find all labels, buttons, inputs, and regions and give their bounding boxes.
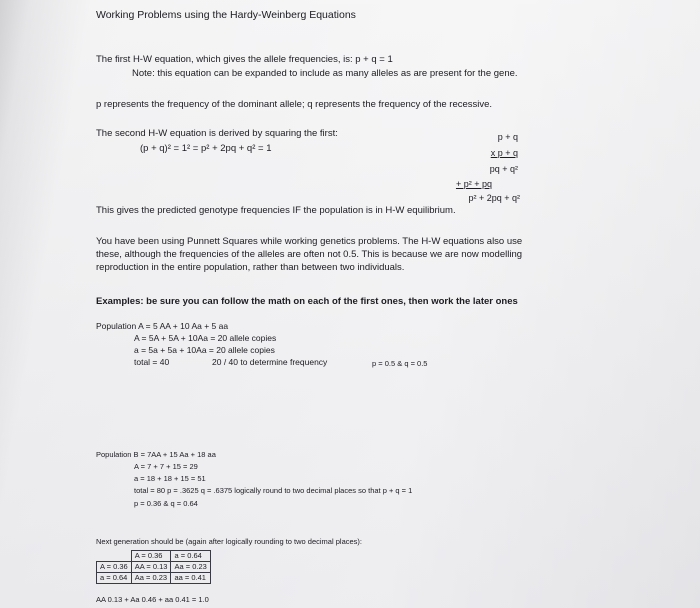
second-equation-formula: (p + q)² = 1² = p² + 2pq + q² = 1	[140, 143, 272, 154]
examples-heading: Examples: be sure you can follow the math on each of the first ones, then work the later ones	[96, 296, 518, 307]
pop-a-line-3: a = 5a + 5a + 10Aa = 20 allele copies	[134, 345, 275, 355]
table-row	[97, 573, 211, 584]
table-cell: aa = 0.41	[171, 573, 210, 584]
represents-line: p represents the frequency of the dominant allele; q represents the frequency of the recessive.	[96, 99, 493, 110]
page-title: Working Problems using the Hardy-Weinberg Equations	[96, 9, 356, 21]
table-header-cell: A = 0.36	[131, 551, 171, 562]
next-generation-heading: Next generation should be (again after logically rounding to two decimal places):	[96, 537, 362, 546]
punnett-line-1: You have been using Punnett Squares while working genetics problems. The H-W equations also use	[96, 236, 523, 247]
work-line-4: + p² + pq	[455, 179, 492, 189]
pop-b-line-3: a = 18 + 18 + 15 = 51	[134, 474, 206, 483]
pop-a-total: total = 40	[134, 357, 170, 367]
pop-b-line-2: A = 7 + 7 + 15 = 29	[134, 462, 198, 471]
work-line-1: p + q	[497, 132, 518, 142]
next-generation-summary: AA 0.13 + Aa 0.46 + aa 0.41 = 1.0	[96, 595, 209, 604]
pop-a-determine: 20 / 40 to determine frequency	[212, 357, 328, 367]
pop-b-total: total = 80 p = .3625 q = .6375 logically round to two decimal places so that p + q = 1	[134, 486, 413, 495]
pop-b-line-1: Population B = 7AA + 15 Aa + 18 aa	[96, 450, 216, 459]
punnett-line-2: these, although the frequencies of the alleles are often not 0.5. This is because we are now modelling	[96, 249, 523, 260]
table-row-label: a = 0.64	[97, 573, 132, 584]
table-cell: Aa = 0.23	[171, 562, 210, 573]
table-header-cell: a = 0.64	[171, 551, 210, 562]
pop-a-result: p = 0.5 & q = 0.5	[372, 359, 428, 368]
work-line-2: x p + q	[490, 148, 518, 158]
first-equation-note: Note: this equation can be expanded to include as many alleles as are present for the gene.	[132, 68, 518, 79]
punnett-line-3: reproduction in the entire population, rather than between two individuals.	[96, 262, 405, 273]
work-line-3: pq + q²	[489, 164, 518, 174]
table-corner	[97, 551, 132, 562]
table-cell: AA = 0.13	[131, 562, 171, 573]
table-cell: Aa = 0.23	[131, 573, 171, 584]
work-line-5: p² + 2pq + q²	[468, 193, 520, 203]
table-row-label: A = 0.36	[97, 562, 132, 573]
second-equation-line: The second H-W equation is derived by squaring the first:	[96, 128, 338, 139]
table-row	[97, 562, 211, 573]
pop-a-line-1: Population A = 5 AA + 10 Aa + 5 aa	[96, 321, 229, 331]
next-generation-punnett-table	[96, 550, 211, 584]
table-header-row	[97, 551, 211, 562]
first-equation-line: The first H-W equation, which gives the allele frequencies, is: p + q = 1	[96, 54, 393, 65]
pop-b-result: p = 0.36 & q = 0.64	[134, 499, 198, 508]
pop-a-line-2: A = 5A + 5A + 10Aa = 20 allele copies	[134, 333, 277, 343]
genotype-frequency-line: This gives the predicted genotype frequencies IF the population is in H-W equilibrium.	[96, 205, 456, 216]
